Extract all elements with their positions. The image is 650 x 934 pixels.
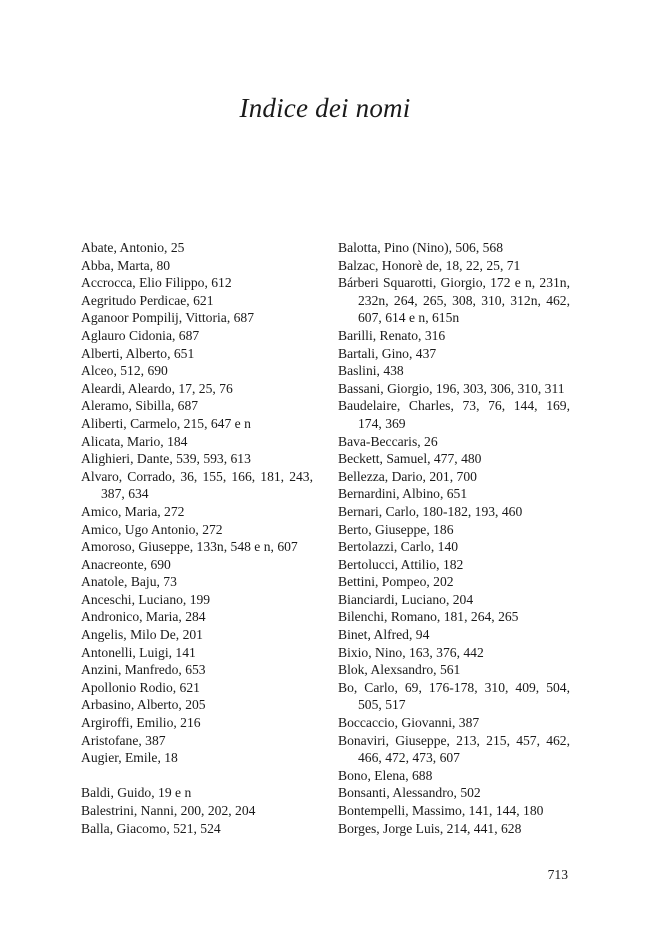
page-title: Indice dei nomi: [239, 93, 411, 123]
page-number: 713: [547, 867, 568, 882]
index-entry: Alighieri, Dante, 539, 593, 613: [81, 451, 251, 467]
index-entry: Andronico, Maria, 284: [81, 609, 206, 625]
index-entry: Bonaviri, Giuseppe, 213, 215, 457, 462, 466, 472, 473, 607: [338, 732, 570, 766]
index-entry: Aliberti, Carmelo, 215, 647 e n: [81, 415, 251, 431]
index-entry: Bernari, Carlo, 180-182, 193, 460: [338, 503, 523, 519]
index-entry: Apollonio Rodio, 621: [81, 679, 200, 695]
index-entry: Aleardi, Aleardo, 17, 25, 76: [81, 380, 233, 396]
index-entry: Bonsanti, Alessandro, 502: [338, 785, 481, 801]
index-entry: Baudelaire, Charles, 73, 76, 144, 169, 174, 369: [338, 398, 570, 431]
index-entry: Aegritudo Perdicae, 621: [81, 292, 214, 308]
index-entry: Alvaro, Corrado, 36, 155, 166, 181, 243, 387, 634: [81, 468, 313, 502]
index-entry: Bono, Elena, 688: [338, 767, 433, 783]
index-entry: Arbasino, Alberto, 205: [81, 697, 206, 713]
index-entry: Aganoor Pompilij, Vittoria, 687: [81, 310, 255, 326]
index-entry: Anatole, Baju, 73: [81, 574, 177, 590]
index-entry: Anacreonte, 690: [81, 556, 171, 572]
index-entry: Alceo, 512, 690: [81, 363, 168, 379]
index-entry: Bontempelli, Massimo, 141, 144, 180: [338, 803, 544, 818]
index-entry: Bertolazzi, Carlo, 140: [338, 539, 459, 555]
index-entry: Alicata, Mario, 184: [81, 433, 188, 449]
index-entry: Anceschi, Luciano, 199: [81, 591, 211, 607]
letter-gap: [81, 767, 313, 785]
index-entry: Amico, Maria, 272: [81, 503, 185, 519]
index-entry: Balzac, Honorè de, 18, 22, 25, 71: [338, 257, 521, 273]
index-entry: Baslini, 438: [338, 363, 404, 379]
index-entry: Bellezza, Dario, 201, 700: [338, 468, 477, 484]
index-entry: Amoroso, Giuseppe, 133n, 548 e n, 607: [81, 539, 298, 555]
index-entry: Bo, Carlo, 69, 176-178, 310, 409, 504, 505, 517: [338, 679, 570, 713]
index-entry: Blok, Alexsandro, 561: [338, 662, 461, 678]
index-entry: Balotta, Pino (Nino), 506, 568: [338, 240, 504, 255]
index-entry: Bixio, Nino, 163, 376, 442: [338, 644, 484, 660]
index-entry: Berto, Giuseppe, 186: [338, 521, 454, 537]
index-column-left: [81, 239, 313, 837]
index-column-right: [338, 239, 570, 837]
index-entry: Bava-Beccaris, 26: [338, 433, 438, 449]
index-entry: Bianciardi, Luciano, 204: [338, 591, 474, 607]
index-entry: Amico, Ugo Antonio, 272: [81, 521, 223, 537]
index-entry: Antonelli, Luigi, 141: [81, 644, 196, 660]
index-entry: Balla, Giacomo, 521, 524: [81, 820, 221, 836]
index-entry: Bárberi Squarotti, Giorgio, 172 e n, 231n, 232n, 264, 265, 308, 310, 312n, 462, 607, 614 e n, 615n: [338, 275, 570, 326]
index-entry: Bilenchi, Romano, 181, 264, 265: [338, 609, 519, 625]
index-entry: Alberti, Alberto, 651: [81, 345, 195, 361]
index-entry: Aristofane, 387: [81, 732, 166, 748]
index-entry: Barilli, Renato, 316: [338, 327, 446, 343]
index-entry: Angelis, Milo De, 201: [81, 627, 203, 643]
index-entry: Borges, Jorge Luis, 214, 441, 628: [338, 820, 522, 836]
index-entry: Anzini, Manfredo, 653: [81, 662, 206, 678]
index-entry: Bertolucci, Attilio, 182: [338, 556, 464, 572]
index-entry: Beckett, Samuel, 477, 480: [338, 451, 482, 467]
index-entry: Augier, Emile, 18: [81, 750, 178, 766]
index-entry: Abba, Marta, 80: [81, 257, 171, 273]
index-entry: Abate, Antonio, 25: [81, 240, 185, 255]
index-entry: Accrocca, Elio Filippo, 612: [81, 275, 232, 291]
index-entry: Binet, Alfred, 94: [338, 627, 430, 643]
index-entry: Bernardini, Albino, 651: [338, 486, 468, 502]
index-entry: Balestrini, Nanni, 200, 202, 204: [81, 803, 256, 818]
index-entry: Baldi, Guido, 19 e n: [81, 785, 192, 801]
index-entry: Aleramo, Sibilla, 687: [81, 398, 199, 414]
index-entry: Bartali, Gino, 437: [338, 345, 437, 361]
index-entry: Aglauro Cidonia, 687: [81, 327, 200, 343]
index-entry: Bassani, Giorgio, 196, 303, 306, 310, 311: [338, 380, 565, 396]
index-entry: Boccaccio, Giovanni, 387: [338, 715, 480, 731]
index-entry: Bettini, Pompeo, 202: [338, 574, 454, 590]
index-entry: Argiroffi, Emilio, 216: [81, 715, 201, 731]
